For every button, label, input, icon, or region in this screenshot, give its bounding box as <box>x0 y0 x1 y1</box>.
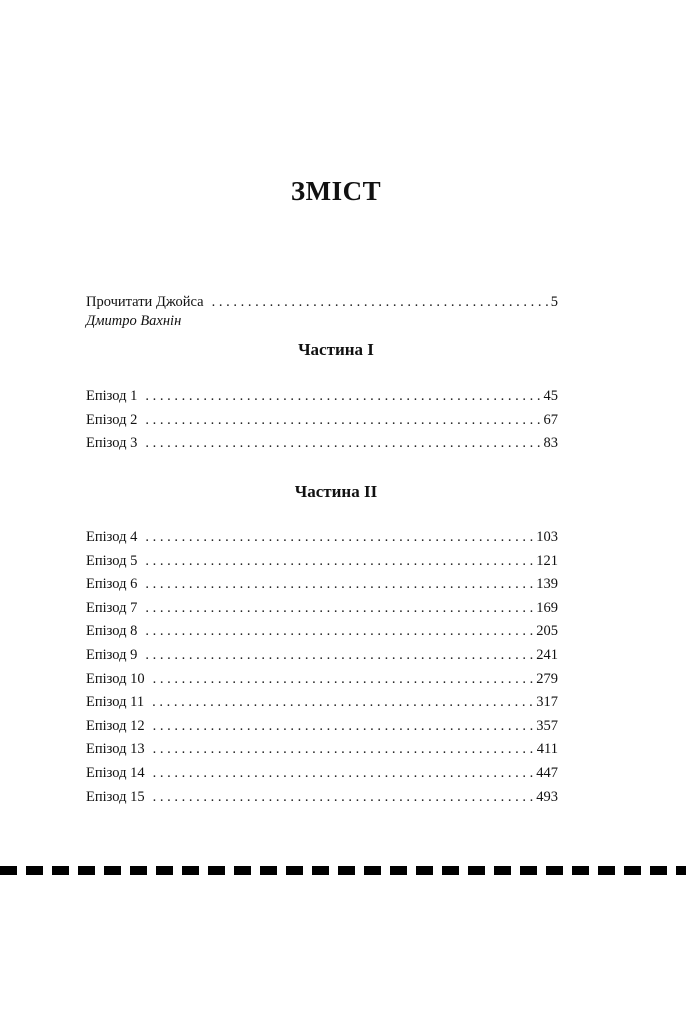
toc-entry-page: 317 <box>536 694 558 711</box>
toc-entry <box>86 573 558 597</box>
toc-entry-page: 5 <box>550 294 558 310</box>
toc-part-1 <box>86 385 558 456</box>
part-heading-1: Частина I <box>298 340 374 359</box>
toc-entry-page: 67 <box>543 411 558 428</box>
toc-entry <box>86 409 558 433</box>
toc-entry-label: Епізод 3 <box>86 435 138 452</box>
toc-entry-page: 169 <box>536 599 558 616</box>
dot-leader <box>153 786 536 810</box>
toc-entry-label: Епізод 11 <box>86 694 145 711</box>
dot-leader <box>212 291 550 315</box>
toc-entry <box>86 385 558 409</box>
toc-entry-page: 357 <box>536 717 558 734</box>
toc-entry-page: 121 <box>536 552 558 569</box>
toc-entry-page: 411 <box>536 741 558 758</box>
dot-leader <box>153 668 536 692</box>
dot-leader <box>145 620 535 644</box>
toc-entry-page: 241 <box>536 646 558 663</box>
toc-entry-page: 83 <box>543 435 558 452</box>
dot-leader <box>145 432 542 456</box>
toc-entry <box>86 432 558 456</box>
toc-entry-page: 45 <box>543 388 558 404</box>
dot-leader <box>145 644 535 668</box>
toc-entry-label: Епізод 13 <box>86 741 145 758</box>
toc-entry-label: Епізод 2 <box>86 411 138 428</box>
toc-entry-label: Епізод 14 <box>86 764 145 781</box>
toc-entry <box>86 691 558 715</box>
toc-part-2 <box>86 526 558 809</box>
toc-entry <box>86 644 558 668</box>
toc-entry-label: Епізод 12 <box>86 717 145 734</box>
page-title: ЗМІСТ <box>290 176 382 206</box>
dot-leader <box>145 550 535 574</box>
toc-entry-page: 103 <box>536 529 558 545</box>
dot-leader <box>145 385 542 409</box>
toc-entry <box>86 550 558 574</box>
toc-entry-label: Епізод 6 <box>86 576 138 593</box>
dot-leader <box>145 526 535 550</box>
toc-entry-label: Епізод 9 <box>86 646 138 663</box>
dot-leader <box>153 738 536 762</box>
toc-entry-label: Прочитати Джойса <box>86 294 204 310</box>
toc-entry-page: 279 <box>536 670 558 687</box>
toc-entry-label: Епізод 10 <box>86 670 145 687</box>
toc-entry <box>86 738 558 762</box>
toc-entry <box>86 762 558 786</box>
dot-leader <box>153 762 536 786</box>
dashed-divider <box>0 866 686 875</box>
toc-entry-page: 447 <box>536 764 558 781</box>
dot-leader <box>152 691 535 715</box>
dot-leader <box>153 715 536 739</box>
toc-entry-label: Епізод 8 <box>86 623 138 640</box>
toc-entry-label: Епізод 5 <box>86 552 138 569</box>
toc-entry-label: Епізод 15 <box>86 788 145 805</box>
toc-entry-page: 493 <box>536 788 558 805</box>
toc-intro <box>86 291 558 330</box>
toc-entry <box>86 597 558 621</box>
toc-entry-author: Дмитро Вахнін <box>86 312 182 329</box>
dot-leader <box>145 409 542 433</box>
toc-entry-label: Епізод 7 <box>86 599 138 616</box>
part-heading-2: Частина II <box>294 482 378 501</box>
toc-entry <box>86 786 558 810</box>
dot-leader <box>145 597 535 621</box>
dot-leader <box>145 573 535 597</box>
toc-entry-page: 205 <box>536 623 558 640</box>
toc-entry <box>86 715 558 739</box>
toc-entry-label: Епізод 1 <box>86 388 138 404</box>
toc-entry-label: Епізод 4 <box>86 529 138 545</box>
toc-entry <box>86 526 558 550</box>
toc-entry-page: 139 <box>536 576 558 593</box>
toc-entry <box>86 668 558 692</box>
toc-entry <box>86 620 558 644</box>
